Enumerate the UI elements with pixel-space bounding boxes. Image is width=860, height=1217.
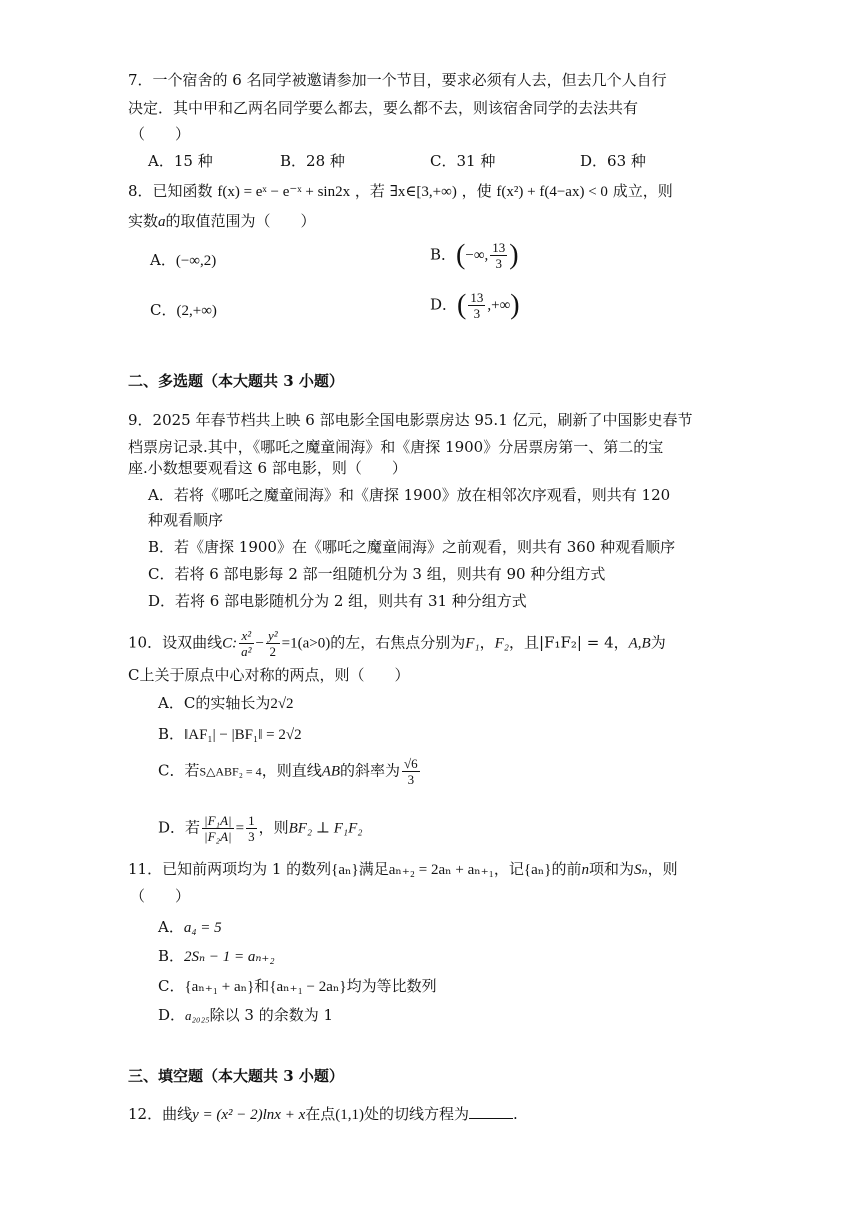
q11-option-b — [158, 946, 275, 967]
q11-option-b-value: 2Sₙ − 1 = aₙ₊₂ — [184, 949, 275, 965]
q10-curve-name: C: — [222, 635, 238, 652]
q10-frac-y-den: 2 — [269, 644, 277, 659]
q9-line2: 档票房记录.其中，《哪吒之魔童闹海》和《唐探 1900》分居票房第一、第二的宝 — [128, 438, 664, 456]
q12-prefix: 12．曲线 — [128, 1105, 193, 1123]
q10-option-d-ratio — [202, 813, 234, 844]
q10-option-d-frac-den: 3 — [248, 829, 255, 844]
q7-option-b: B．28 种 — [280, 152, 345, 170]
q9-option-b: B．若《唐探 1900》在《哪吒之魔童闹海》之前观看，则共有 360 种观看顺序 — [148, 538, 676, 556]
q9-option-a-line2: 种观看顺序 — [148, 511, 224, 529]
q10-option-b-value: ‖AF₁| − |BF₁‖ = 2√2 — [184, 727, 302, 743]
q10-option-d-label: D．若 — [158, 818, 201, 837]
q8-line2b: 的取值范围为（ ） — [165, 212, 316, 230]
q12-answer-blank[interactable] — [469, 1104, 513, 1119]
q10-frac-y-num: y² — [267, 628, 278, 643]
q9-option-a-line1: A．若将《哪吒之魔童闹海》和《唐探 1900》放在相邻次序观看，则共有 120 — [148, 486, 671, 504]
q11-sn: Sₙ — [633, 862, 648, 878]
q8-option-a-value: (−∞,2) — [175, 253, 217, 269]
q8-line2 — [128, 211, 316, 232]
q8-option-d-fraction — [468, 290, 485, 321]
q10-option-d-perpendicular: BF₂ ⊥ F₁F₂ — [288, 820, 363, 837]
q8-option-b-value: −∞, — [465, 247, 489, 264]
q11-option-a-value: a₄ = 5 — [183, 920, 222, 936]
q10-equation-tail: =1(a>0) — [281, 635, 331, 652]
q8-mid2: ，使 — [461, 182, 492, 200]
q9-option-d: D．若将 6 部电影随机分为 2 组，则共有 31 种分组方式 — [148, 592, 527, 610]
q7-line2: 决定．其中甲和乙两名同学要么都去，要么都不去，则该宿舍同学的去法共有 — [128, 99, 639, 117]
q11-satisfies: 满足 — [358, 860, 389, 878]
q11-sum-text: 项和为 — [588, 860, 634, 878]
section-title-fill-in: 三、填空题（本大题共 3 小题） — [128, 1067, 344, 1085]
q10-condition: ，且|F₁F₂| = 4， — [509, 633, 629, 652]
q8-option-d-label: D． — [430, 295, 458, 314]
q11-option-c-label: C． — [158, 977, 185, 995]
q10-option-d-fraction — [246, 813, 257, 844]
q11-recurrence: aₙ₊₂ = 2aₙ + aₙ₊₁ — [388, 862, 494, 878]
q11-option-d-term: a₂₀₂₅ — [185, 1008, 210, 1023]
q8-option-d-tail: ,+∞ — [487, 297, 511, 314]
q8-option-c-value: (2,+∞) — [176, 303, 217, 319]
q10-option-c-fraction — [402, 756, 420, 787]
q10-line1: 10．设双曲线C: $\frac{\text{x²}}{\text{a²}}$ − $\frac{\text{y²}}{2}$ =1(a>0)的左，右焦点分别为F₁，F₂，且|F₁F₂| = 4，A,B为 — [128, 628, 666, 659]
q10-option-d-denominator: |F₂A| — [204, 829, 232, 844]
q10-mid: 的左，右焦点分别为 — [330, 633, 466, 652]
q10-frac-x-den: a² — [241, 644, 252, 659]
section-title-multiple-choice: 二、多选题（本大题共 3 小题） — [128, 372, 344, 390]
q12-curve: y = (x² − 2)lnx + x — [192, 1107, 306, 1123]
q10-option-a — [158, 693, 294, 714]
q10-option-d-tail: ，则 — [258, 818, 289, 837]
q11-option-d-label: D． — [158, 1006, 186, 1024]
q7-line3: （ ） — [130, 125, 191, 143]
q7-option-d: D．63 种 — [580, 152, 646, 170]
q8-option-c — [150, 300, 217, 321]
q7-line1: 7．一个宿舍的 6 名同学被邀请参加一个节目，要求必须有人去，但去几个人自行 — [128, 71, 667, 89]
q11-sequence-2: {aₙ} — [523, 862, 552, 878]
q11-option-a-label: A． — [158, 918, 184, 936]
q11-then: ，则 — [647, 860, 678, 878]
q9-option-c: C．若将 6 部电影每 2 部一组随机分为 3 组，则共有 90 种分组方式 — [148, 565, 606, 583]
q10-f1: F₁ — [465, 635, 480, 652]
q11-option-a — [158, 917, 222, 938]
q11-sequence: {aₙ} — [331, 862, 359, 878]
q8-option-d-lparen: ( — [457, 289, 467, 321]
q11-note: ，记 — [493, 860, 524, 878]
q7-option-a: A．15 种 — [148, 152, 213, 170]
q8-option-c-label: C． — [150, 301, 177, 319]
q12-end: . — [513, 1105, 518, 1123]
q10-prefix: 10．设双曲线 — [128, 633, 223, 652]
q8-option-b — [430, 240, 519, 271]
q8-inequality: f(x²) + f(4−ax) < 0 — [496, 184, 608, 200]
q9-line3: 座.小数想要观看这 6 部电影，则（ ） — [128, 459, 407, 477]
q10-option-c-label: C．若 — [158, 761, 200, 780]
q9-line1: 9．2025 年春节档共上映 6 部电影全国电影票房达 95.1 亿元，刷新了中国影史春节 — [128, 411, 693, 429]
q8-option-b-fraction — [490, 240, 507, 271]
q10-frac-x-num: x² — [239, 628, 253, 644]
q10-option-c-mid: ，则直线 — [261, 761, 322, 780]
q10-option-c-line: AB — [321, 763, 341, 780]
q11-option-d — [158, 1005, 333, 1026]
q10-line2: C上关于原点中心对称的两点，则（ ） — [128, 666, 410, 684]
q8-option-a — [150, 250, 216, 271]
q10-option-d — [158, 813, 362, 844]
q10-end: 为 — [650, 633, 666, 652]
q8-option-a-label: A． — [150, 251, 176, 269]
q11-option-c — [158, 976, 437, 997]
q8-option-d-denominator: 3 — [473, 306, 481, 321]
q10-option-c — [158, 756, 422, 787]
q12-mid: 在点 — [305, 1105, 336, 1123]
q11-line2: （ ） — [130, 887, 191, 905]
q11-option-c-and: 和 — [254, 977, 270, 995]
q10-option-b-label: B． — [158, 725, 185, 743]
q11-line1 — [128, 859, 678, 880]
q8-mid1: ，若 — [354, 182, 385, 200]
q8-line1 — [128, 181, 673, 202]
q10-option-a-value: 2√2 — [270, 696, 294, 712]
q12-tail: 处的切线方程为 — [364, 1105, 470, 1123]
q10-option-c-numerator: √6 — [404, 756, 418, 771]
q8-prefix: 8．已知函数 — [128, 182, 213, 200]
q8-end: 成立，则 — [612, 182, 673, 200]
q11-n: n — [581, 862, 589, 878]
q10-points-ab: A,B — [628, 635, 651, 652]
q10-comma: ， — [479, 633, 495, 652]
q10-option-a-label: A． — [158, 694, 184, 712]
q10-option-c-tail: 的斜率为 — [340, 761, 401, 780]
q8-option-b-denominator: 3 — [495, 256, 503, 271]
q10-option-b — [158, 724, 302, 745]
q11-option-b-label: B． — [158, 947, 185, 965]
q11-option-c-seq2: {aₙ₊₁ − 2aₙ} — [269, 979, 347, 995]
q11-prefix: 11．已知前两项均为 1 的数列 — [128, 860, 332, 878]
q8-line2a: 实数 — [128, 212, 159, 230]
q10-f2: F₂ — [494, 635, 510, 652]
q11-option-c-seq1: {aₙ₊₁ + aₙ} — [184, 979, 255, 995]
q10-option-c-area: S△ABF₂ = 4 — [199, 764, 262, 779]
q10-option-d-numerator: |F₁A| — [204, 813, 232, 828]
q12-line — [128, 1104, 518, 1125]
q8-var: a — [158, 214, 166, 230]
q8-option-d-numerator: 13 — [470, 290, 484, 305]
q10-frac-y — [266, 628, 280, 659]
q11-first: 的前 — [551, 860, 582, 878]
q12-point: (1,1) — [335, 1107, 365, 1123]
q8-function: f(x) = eˣ − e⁻ˣ + sin2x — [217, 184, 351, 200]
q8-option-b-lparen: ( — [456, 239, 466, 271]
q7-option-c: C．31 种 — [430, 152, 496, 170]
q8-option-d-rparen: ) — [510, 289, 520, 321]
q10-option-a-text: C的实轴长为 — [183, 694, 271, 712]
q8-exists: ∃x∈[3,+∞) — [389, 184, 457, 200]
q8-option-b-label: B． — [430, 245, 457, 264]
q10-option-d-frac-num: 1 — [248, 813, 255, 828]
q10-frac-x — [239, 628, 253, 659]
q8-option-b-rparen: ) — [509, 239, 519, 271]
q11-option-c-tail: 均为等比数列 — [346, 977, 437, 995]
q10-option-d-equals: = — [235, 820, 245, 837]
q8-option-d — [430, 290, 520, 321]
q8-option-b-numerator: 13 — [492, 240, 506, 255]
q11-option-d-tail: 除以 3 的余数为 1 — [209, 1006, 334, 1024]
q10-option-c-denominator: 3 — [407, 772, 415, 787]
